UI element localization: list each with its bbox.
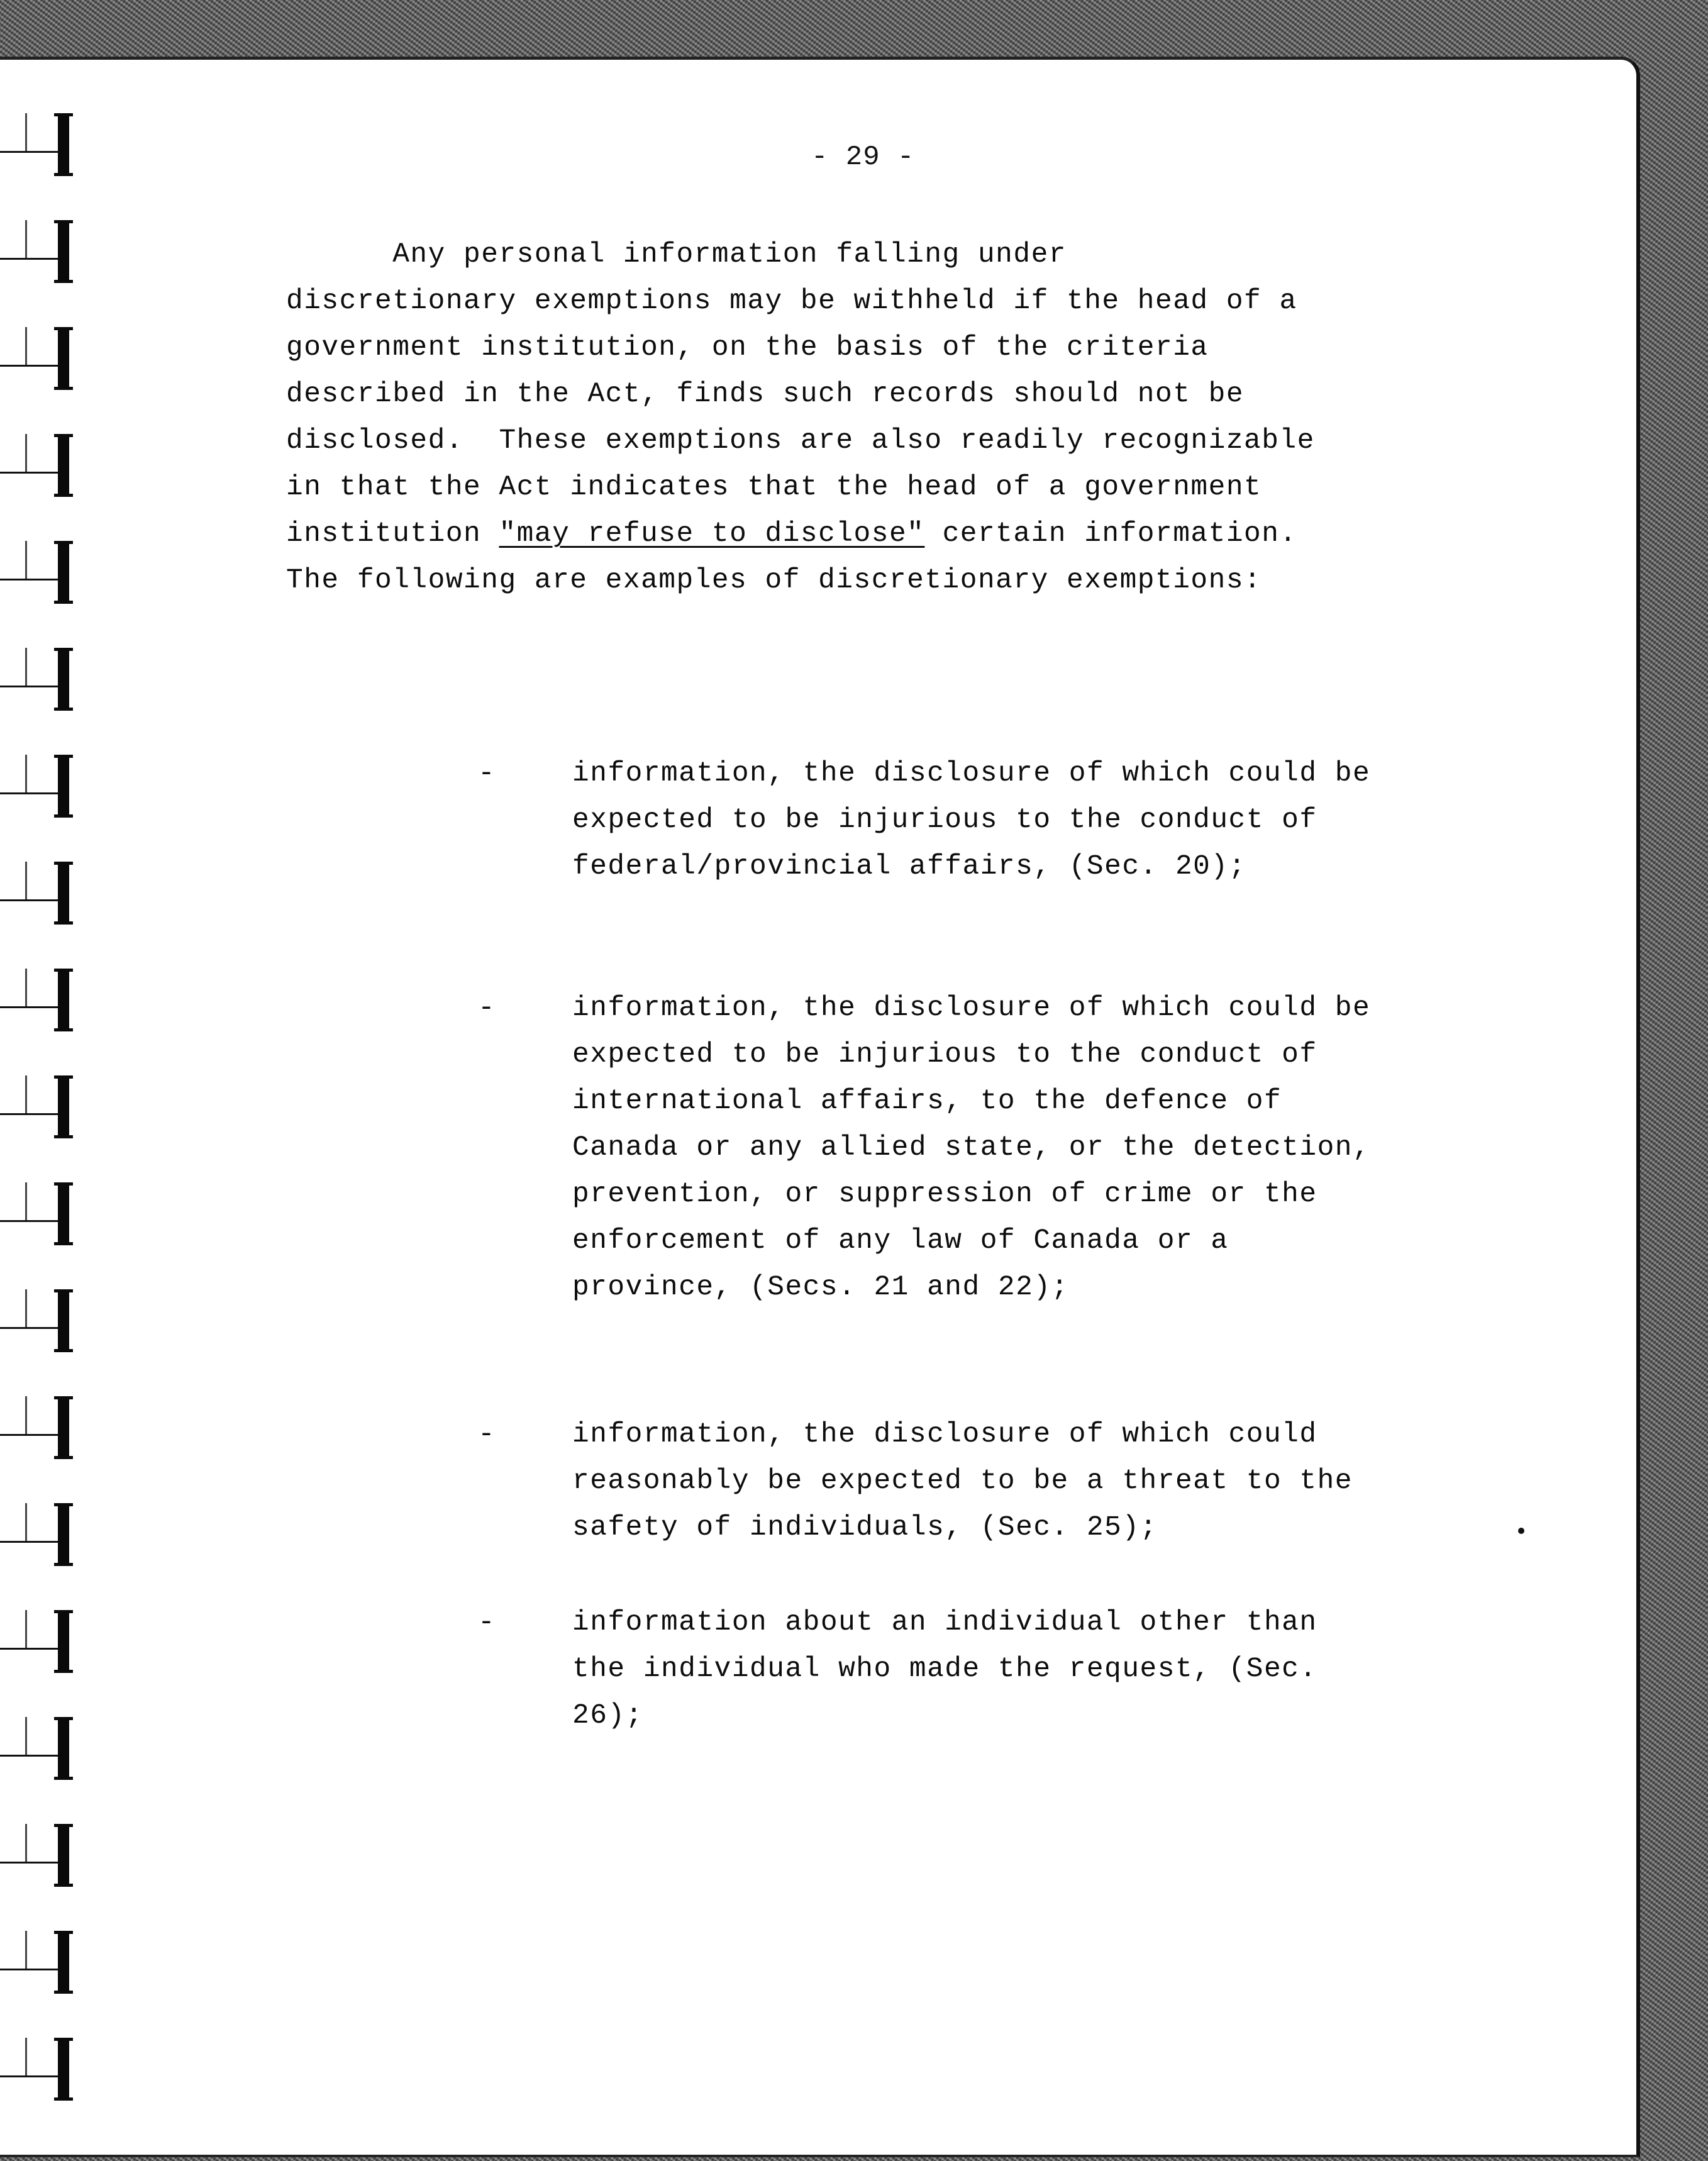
binding-ring — [0, 220, 88, 289]
binding-ring — [0, 1182, 88, 1252]
exemption-line: 26); — [572, 1700, 643, 1731]
binding-ring — [0, 1824, 88, 1893]
binding-ring — [0, 1289, 88, 1358]
exemption-line: expected to be injurious to the conduct of — [572, 804, 1317, 836]
binding-ring — [0, 1931, 88, 2000]
exemption-line: prevention, or suppression of crime or the — [572, 1179, 1317, 1210]
intro-line: Any personal information falling under — [286, 239, 1067, 270]
binding-ring — [0, 1610, 88, 1679]
exemption-line: the individual who made the request, (Sec. — [572, 1653, 1317, 1685]
exemption-text — [572, 985, 1484, 1311]
binding-ring — [0, 113, 88, 182]
binding-ring — [0, 1503, 88, 1572]
intro-line: disclosed. These exemptions are also readily recognizable — [286, 425, 1315, 457]
bullet-dash: - — [478, 992, 495, 1024]
spiral-binding — [0, 57, 94, 2157]
bullet-dash: - — [478, 758, 495, 789]
exemption-line: international affairs, to the defence of — [572, 1086, 1282, 1117]
exemption-line: expected to be injurious to the conduct of — [572, 1039, 1317, 1070]
exemption-text — [572, 1599, 1484, 1739]
binding-ring — [0, 2038, 88, 2107]
intro-paragraph — [286, 231, 1418, 604]
exemption-line: province, (Secs. 21 and 22); — [572, 1272, 1069, 1303]
binding-ring — [0, 648, 88, 717]
exemption-line: information about an individual other than — [572, 1607, 1317, 1638]
intro-line: in that the Act indicates that the head of a government — [286, 472, 1262, 503]
exemption-line: reasonably be expected to be a threat to the — [572, 1465, 1353, 1497]
binding-ring — [0, 541, 88, 610]
intro-line-quoted — [286, 511, 1418, 557]
ink-speck — [1518, 1528, 1524, 1534]
page-number: - 29 - — [811, 142, 915, 173]
intro-line: described in the Act, finds such records should not be — [286, 379, 1245, 410]
binding-ring — [0, 862, 88, 931]
binding-ring — [0, 327, 88, 396]
bullet-dash: - — [478, 1607, 495, 1638]
bullet-dash: - — [478, 1419, 495, 1450]
exemption-line: safety of individuals, (Sec. 25); — [572, 1512, 1158, 1543]
binding-ring — [0, 434, 88, 503]
binding-ring — [0, 1396, 88, 1465]
intro-line: discretionary exemptions may be withheld if the head of a — [286, 286, 1297, 317]
exemption-line: information, the disclosure of which could be — [572, 992, 1371, 1024]
intro-line: government institution, on the basis of the criteria — [286, 332, 1209, 364]
exemption-line: enforcement of any law of Canada or a — [572, 1225, 1229, 1257]
exemption-line: federal/provincial affairs, (Sec. 20); — [572, 851, 1246, 882]
intro-line-end: certain information. — [924, 518, 1297, 550]
binding-ring — [0, 969, 88, 1038]
exemption-line: information, the disclosure of which could — [572, 1419, 1317, 1450]
binding-ring — [0, 1717, 88, 1786]
binding-ring — [0, 755, 88, 824]
binding-ring — [0, 1075, 88, 1145]
exemption-line: Canada or any allied state, or the detection, — [572, 1132, 1371, 1164]
intro-line: The following are examples of discretionary exemptions: — [286, 565, 1262, 596]
intro-line-start: institution — [286, 518, 499, 550]
exemption-text — [572, 1411, 1484, 1551]
exemption-line: information, the disclosure of which could be — [572, 758, 1371, 789]
exemption-text — [572, 750, 1484, 890]
underlined-phrase: "may refuse to disclose" — [499, 518, 925, 550]
